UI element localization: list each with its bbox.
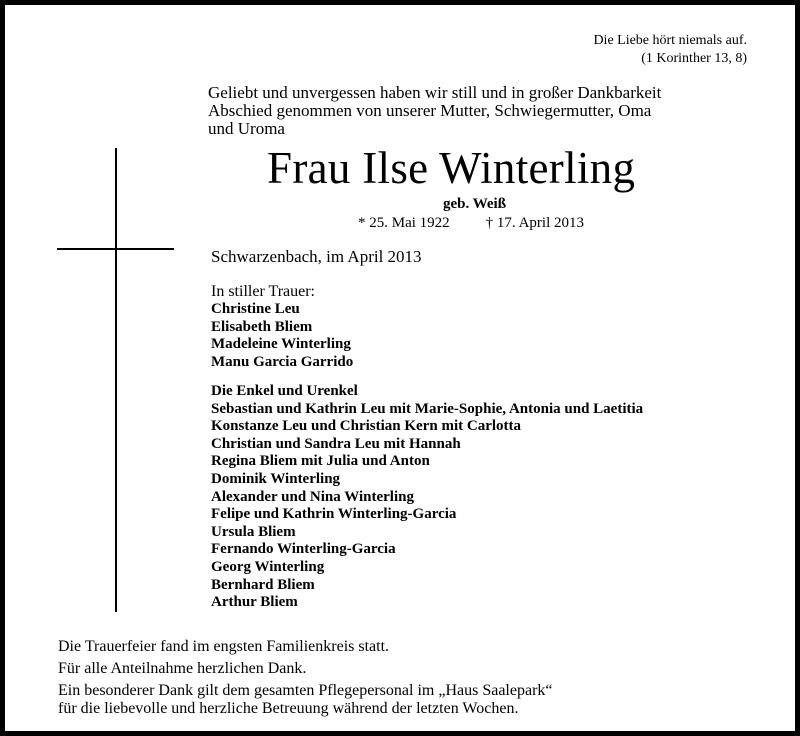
grandchildren-heading: Die Enkel und Urenkel: [211, 383, 358, 399]
mourners-list: [211, 301, 353, 371]
deceased-name: Frau Ilse Winterling: [267, 143, 636, 193]
grandchild-entry: Sebastian und Kathrin Leu mit Marie-Sophie, Antonia und Laetitia: [211, 400, 644, 417]
bible-quote: [593, 32, 747, 68]
grandchild-entry: Christian und Sandra Leu mit Hannah: [211, 435, 461, 452]
grandchild-entry: Georg Winterling: [211, 558, 325, 575]
grandchild-entry: Dominik Winterling: [211, 470, 341, 487]
place-date: Schwarzenbach, im April 2013: [211, 247, 422, 266]
intro-line: Geliebt und unvergessen haben wir still und in großer Dankbarkeit: [208, 83, 662, 102]
intro-text: [208, 84, 661, 138]
footer-text: [58, 638, 553, 718]
quote-text: Die Liebe hört niemals auf.: [593, 33, 747, 48]
life-dates: [358, 214, 584, 232]
mourner-name: Manu Garcia Garrido: [211, 353, 354, 370]
intro-line: Abschied genommen von unserer Mutter, Schwiegermutter, Oma: [208, 101, 652, 120]
grandchild-entry: Bernhard Bliem: [211, 576, 315, 593]
grandchild-entry: Alexander und Nina Winterling: [211, 488, 414, 505]
birth-date: * 25. Mai 1922: [358, 215, 450, 231]
grandchild-entry: Fernando Winterling-Garcia: [211, 541, 396, 558]
cross-vertical-beam: [115, 148, 117, 612]
cross-horizontal-beam: [57, 248, 174, 250]
mourners-label: In stiller Trauer:: [211, 283, 315, 300]
footer-line: Die Trauerfeier fand im engsten Familienkreis statt.: [58, 638, 390, 655]
grandchild-entry: Konstanze Leu und Christian Kern mit Carlotta: [211, 418, 522, 435]
grandchild-entry: Arthur Bliem: [211, 594, 298, 611]
death-date: † 17. April 2013: [485, 215, 585, 231]
quote-reference: (1 Korinther 13, 8): [641, 51, 747, 66]
footer-line: Ein besonderer Dank gilt dem gesamten Pflegepersonal im „Haus Saalepark“: [58, 682, 553, 699]
grandchildren-list: [211, 383, 643, 612]
footer-line: Für alle Anteilnahme herzlichen Dank.: [58, 660, 307, 677]
footer-line: für die liebevolle und herzliche Betreuung während der letzten Wochen.: [58, 700, 519, 717]
grandchild-entry: Felipe und Kathrin Winterling-Garcia: [211, 506, 457, 523]
grandchild-entry: Regina Bliem mit Julia und Anton: [211, 453, 430, 470]
mourner-name: Madeleine Winterling: [211, 336, 351, 353]
intro-line: und Uroma: [208, 119, 285, 138]
grandchild-entry: Ursula Bliem: [211, 523, 296, 540]
maiden-name: geb. Weiß: [443, 196, 507, 212]
mourner-name: Christine Leu: [211, 301, 300, 317]
mourner-name: Elisabeth Bliem: [211, 318, 313, 335]
